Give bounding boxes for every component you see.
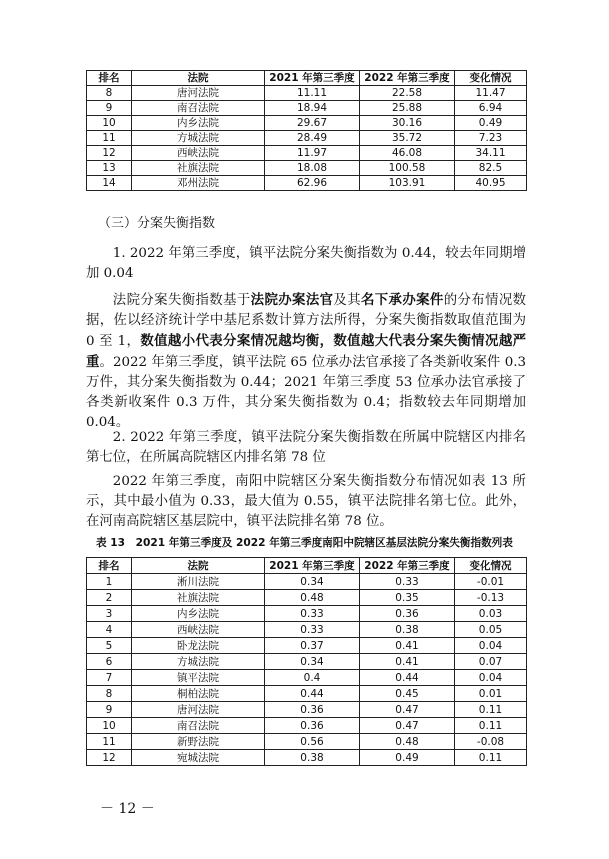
value-2021-cell: 18.94 bbox=[265, 101, 360, 116]
table-row bbox=[87, 131, 527, 146]
table-row bbox=[87, 176, 527, 191]
text-run: 及其 bbox=[333, 293, 361, 308]
court-cell: 内乡法院 bbox=[132, 116, 265, 131]
rank-cell: 10 bbox=[87, 116, 132, 131]
page-number: － 12 － bbox=[100, 801, 155, 817]
table-header-row bbox=[87, 71, 527, 86]
header-rank: 排名 bbox=[87, 558, 132, 574]
bold-text-run: 名下承办案件 bbox=[360, 292, 444, 308]
header-court: 法院 bbox=[132, 71, 265, 86]
header-2022-q3: 2022 年第三季度 bbox=[360, 71, 455, 86]
court-cell: 南召法院 bbox=[132, 718, 265, 734]
table-row bbox=[87, 702, 527, 718]
value-2021-cell: 18.08 bbox=[265, 161, 360, 176]
change-cell: 0.04 bbox=[455, 670, 527, 686]
table-row bbox=[87, 670, 527, 686]
header-rank: 排名 bbox=[87, 71, 132, 86]
change-cell: 0.03 bbox=[455, 606, 527, 622]
value-2022-cell: 0.41 bbox=[360, 638, 455, 654]
value-2021-cell: 11.97 bbox=[265, 146, 360, 161]
table-row bbox=[87, 86, 527, 101]
value-2022-cell: 46.08 bbox=[360, 146, 455, 161]
table-row bbox=[87, 686, 527, 702]
change-cell: 0.11 bbox=[455, 750, 527, 766]
value-2022-cell: 0.41 bbox=[360, 654, 455, 670]
value-2022-cell: 30.16 bbox=[360, 116, 455, 131]
rank-cell: 2 bbox=[87, 590, 132, 606]
rank-cell: 12 bbox=[87, 750, 132, 766]
court-cell: 方城法院 bbox=[132, 654, 265, 670]
value-2022-cell: 0.38 bbox=[360, 622, 455, 638]
change-cell: 0.04 bbox=[455, 638, 527, 654]
value-2022-cell: 0.47 bbox=[360, 702, 455, 718]
rank-cell: 8 bbox=[87, 686, 132, 702]
value-2022-cell: 35.72 bbox=[360, 131, 455, 146]
change-cell: 7.23 bbox=[455, 131, 527, 146]
court-cell: 邓州法院 bbox=[132, 176, 265, 191]
change-cell: 40.95 bbox=[455, 176, 527, 191]
text-run: 的分布情况数据，佐以经济统计学中基尼系数计算方法所得，分案失衡指数取值范围为 0 至 1， bbox=[86, 293, 527, 349]
value-2021-cell: 29.67 bbox=[265, 116, 360, 131]
rank-cell: 1 bbox=[87, 574, 132, 590]
table-row bbox=[87, 574, 527, 590]
change-cell: -0.01 bbox=[455, 574, 527, 590]
value-2021-cell: 0.33 bbox=[265, 606, 360, 622]
paragraph-4: 2022 年第三季度，南阳中院辖区分案失衡指数分布情况如表 13 所示，其中最小值为 0.33，最大值为 0.55，镇平法院排名第七位。此外，在河南高院辖区基层院中，镇平法院排名第 78 位。 bbox=[86, 474, 526, 529]
paragraph-3: 2. 2022 年第三季度，镇平法院分案失衡指数在所属中院辖区内排名第七位，在所属高院辖区内排名第 78 位 bbox=[86, 430, 526, 465]
header-court: 法院 bbox=[132, 558, 265, 574]
value-2022-cell: 0.45 bbox=[360, 686, 455, 702]
court-cell: 镇平法院 bbox=[132, 670, 265, 686]
court-cell: 社旗法院 bbox=[132, 590, 265, 606]
table-row bbox=[87, 101, 527, 116]
rank-cell: 3 bbox=[87, 606, 132, 622]
value-2021-cell: 0.34 bbox=[265, 654, 360, 670]
table-row bbox=[87, 750, 527, 766]
rank-cell: 6 bbox=[87, 654, 132, 670]
header-change: 变化情况 bbox=[455, 558, 527, 574]
value-2022-cell: 0.47 bbox=[360, 718, 455, 734]
text-run: 。2022 年第三季度，镇平法院 65 位承办法官承接了各类新收案件 0.3 万件，其分案失衡指数为 0.44；2021 年第三季度 53 位承办法官承接了各类新收案件 0.3 万件，其分案失衡指数为 0.4；指数较去年同期增加 0.04。 bbox=[86, 355, 527, 430]
table-13 bbox=[86, 557, 527, 766]
table-row bbox=[87, 590, 527, 606]
value-2022-cell: 103.91 bbox=[360, 176, 455, 191]
header-2021-q3: 2021 年第三季度 bbox=[265, 558, 360, 574]
value-2021-cell: 28.49 bbox=[265, 131, 360, 146]
rank-cell: 5 bbox=[87, 638, 132, 654]
rank-cell: 10 bbox=[87, 718, 132, 734]
table-row bbox=[87, 606, 527, 622]
rank-cell: 8 bbox=[87, 86, 132, 101]
bold-text-run: 法院办案法官 bbox=[250, 292, 334, 308]
change-cell: 34.11 bbox=[455, 146, 527, 161]
court-cell: 宛城法院 bbox=[132, 750, 265, 766]
value-2022-cell: 0.48 bbox=[360, 734, 455, 750]
table-12 bbox=[86, 70, 527, 191]
rank-cell: 11 bbox=[87, 131, 132, 146]
value-2021-cell: 0.36 bbox=[265, 702, 360, 718]
value-2021-cell: 0.38 bbox=[265, 750, 360, 766]
change-cell: -0.08 bbox=[455, 734, 527, 750]
table-row bbox=[87, 622, 527, 638]
value-2022-cell: 0.49 bbox=[360, 750, 455, 766]
paragraph-2 bbox=[86, 290, 526, 433]
change-cell: 0.07 bbox=[455, 654, 527, 670]
rank-cell: 7 bbox=[87, 670, 132, 686]
value-2022-cell: 0.44 bbox=[360, 670, 455, 686]
table-row bbox=[87, 638, 527, 654]
rank-cell: 14 bbox=[87, 176, 132, 191]
rank-cell: 9 bbox=[87, 702, 132, 718]
value-2022-cell: 0.33 bbox=[360, 574, 455, 590]
change-cell: -0.13 bbox=[455, 590, 527, 606]
court-cell: 唐河法院 bbox=[132, 702, 265, 718]
text-run: 法院分案失衡指数基于 bbox=[112, 293, 251, 308]
table-row bbox=[87, 116, 527, 131]
section-heading: （三）分案失衡指数 bbox=[98, 216, 216, 231]
value-2022-cell: 100.58 bbox=[360, 161, 455, 176]
value-2022-cell: 25.88 bbox=[360, 101, 455, 116]
court-cell: 南召法院 bbox=[132, 101, 265, 116]
court-cell: 新野法院 bbox=[132, 734, 265, 750]
change-cell: 0.11 bbox=[455, 718, 527, 734]
value-2022-cell: 22.58 bbox=[360, 86, 455, 101]
rank-cell: 13 bbox=[87, 161, 132, 176]
value-2021-cell: 11.11 bbox=[265, 86, 360, 101]
value-2021-cell: 0.34 bbox=[265, 574, 360, 590]
rank-cell: 12 bbox=[87, 146, 132, 161]
value-2021-cell: 0.48 bbox=[265, 590, 360, 606]
change-cell: 0.11 bbox=[455, 702, 527, 718]
change-cell: 0.05 bbox=[455, 622, 527, 638]
header-2021-q3: 2021 年第三季度 bbox=[265, 71, 360, 86]
court-cell: 方城法院 bbox=[132, 131, 265, 146]
court-cell: 卧龙法院 bbox=[132, 638, 265, 654]
paragraph-1: 1. 2022 年第三季度，镇平法院分案失衡指数为 0.44，较去年同期增加 0.04 bbox=[86, 246, 526, 281]
table-header-row bbox=[87, 558, 527, 574]
value-2021-cell: 0.44 bbox=[265, 686, 360, 702]
change-cell: 11.47 bbox=[455, 86, 527, 101]
header-2022-q3: 2022 年第三季度 bbox=[360, 558, 455, 574]
table-13-caption: 表 13 2021 年第三季度及 2022 年第三季度南阳中院辖区基层法院分案失衡指数列表 bbox=[96, 537, 513, 549]
value-2021-cell: 0.37 bbox=[265, 638, 360, 654]
rank-cell: 9 bbox=[87, 101, 132, 116]
value-2022-cell: 0.35 bbox=[360, 590, 455, 606]
value-2022-cell: 0.36 bbox=[360, 606, 455, 622]
value-2021-cell: 0.56 bbox=[265, 734, 360, 750]
table-row bbox=[87, 146, 527, 161]
court-cell: 唐河法院 bbox=[132, 86, 265, 101]
court-cell: 内乡法院 bbox=[132, 606, 265, 622]
court-cell: 西峡法院 bbox=[132, 146, 265, 161]
value-2021-cell: 0.4 bbox=[265, 670, 360, 686]
bold-text-run: 数值越小代表分案情况越均衡，数值越大代表分案失衡情况越严重 bbox=[86, 333, 526, 370]
header-change: 变化情况 bbox=[455, 71, 527, 86]
change-cell: 82.5 bbox=[455, 161, 527, 176]
table-row bbox=[87, 654, 527, 670]
change-cell: 0.01 bbox=[455, 686, 527, 702]
rank-cell: 4 bbox=[87, 622, 132, 638]
court-cell: 西峡法院 bbox=[132, 622, 265, 638]
rank-cell: 11 bbox=[87, 734, 132, 750]
table-row bbox=[87, 161, 527, 176]
table-row bbox=[87, 718, 527, 734]
value-2021-cell: 0.33 bbox=[265, 622, 360, 638]
court-cell: 淅川法院 bbox=[132, 574, 265, 590]
court-cell: 桐柏法院 bbox=[132, 686, 265, 702]
table-row bbox=[87, 734, 527, 750]
change-cell: 0.49 bbox=[455, 116, 527, 131]
court-cell: 社旗法院 bbox=[132, 161, 265, 176]
value-2021-cell: 0.36 bbox=[265, 718, 360, 734]
value-2021-cell: 62.96 bbox=[265, 176, 360, 191]
change-cell: 6.94 bbox=[455, 101, 527, 116]
